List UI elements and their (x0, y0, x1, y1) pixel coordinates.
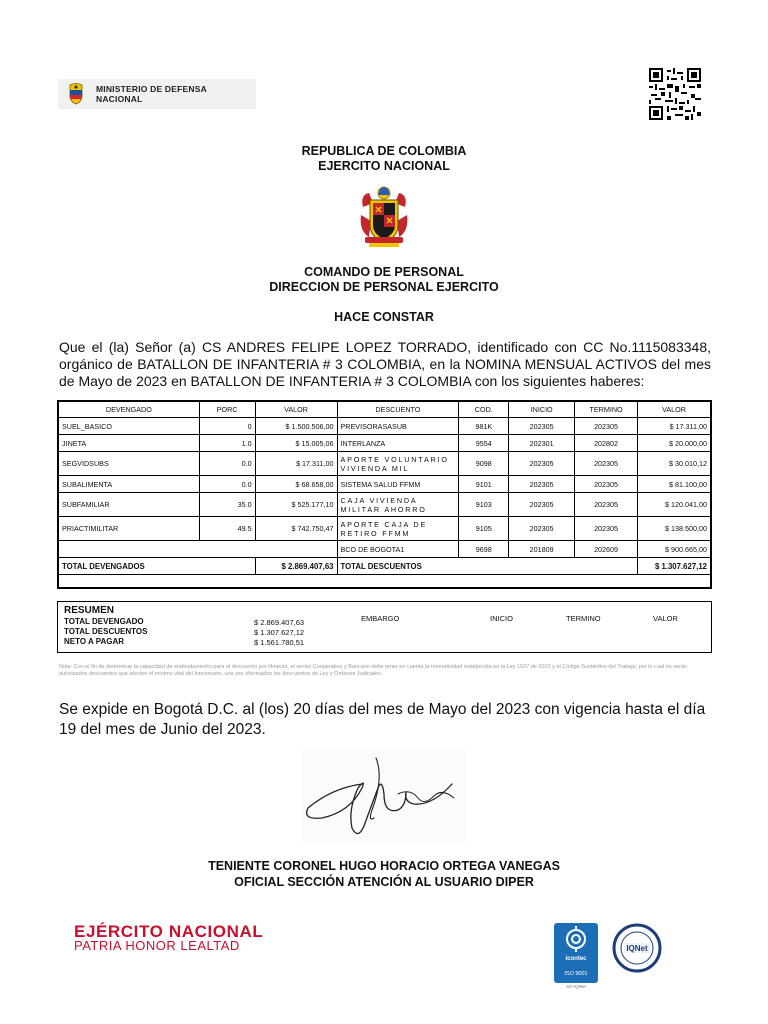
command-title: COMANDO DE PERSONAL (304, 265, 464, 279)
resumen-box (57, 601, 712, 653)
col-valor-descuento: VALOR (638, 402, 711, 418)
cell-descuento: BCO DE BOGOTA1 (337, 541, 459, 558)
table-row (59, 493, 711, 517)
col-cod: COD. (459, 402, 509, 418)
cell-valor: $ 742.750,47 (255, 517, 337, 541)
cell-valor: $ 1.500.506,00 (255, 418, 337, 435)
resumen-neto-value: $ 1.561.780,51 (254, 638, 305, 647)
cell-valor-descuento: $ 20.000,00 (638, 435, 711, 452)
cell-termino: 202802 (575, 435, 638, 452)
cell-porc: 0.0 (199, 452, 255, 476)
resumen-neto-label: NETO A PAGAR (64, 637, 125, 646)
signer-position: OFICIAL SECCIÓN ATENCIÓN AL USUARIO DIPER (234, 875, 534, 889)
col-inicio: INICIO (509, 402, 575, 418)
cell-porc: 0 (199, 418, 255, 435)
table-row (59, 452, 711, 476)
cell-porc: 1.0 (199, 435, 255, 452)
total-descuentos-label: TOTAL DESCUENTOS (337, 558, 638, 575)
resumen-total-descuentos-value: $ 1.307.627,12 (254, 628, 305, 637)
cell-cod: 9105 (459, 517, 509, 541)
icontec-label: icontec (565, 956, 587, 962)
cell-valor: $ 15.005,06 (255, 435, 337, 452)
colombia-seal-icon (64, 82, 88, 106)
army-crest-icon (357, 185, 411, 247)
signer-name: TENIENTE CORONEL HUGO HORACIO ORTEGA VANEGAS (208, 859, 560, 873)
iqnet-label: IQNet (626, 944, 648, 953)
resumen-title: RESUMEN (64, 605, 115, 616)
cell-valor-descuento: $ 81.100,00 (638, 476, 711, 493)
resumen-col-embargo: EMBARGO (361, 614, 400, 623)
table-row (59, 418, 711, 435)
cell-descuento: CAJA VIVIENDA MILITAR AHORRO (337, 493, 459, 517)
table-totals-row (59, 558, 711, 575)
iqnet-logo-icon (612, 923, 662, 973)
cell-cod: 9698 (459, 541, 509, 558)
cell-descuento: APORTE CAJA DE RETIRO FFMM (337, 517, 459, 541)
col-porc: PORC (199, 402, 255, 418)
cell-devengado: PRIACTIMILITAR (59, 517, 200, 541)
cell-termino: 202305 (575, 476, 638, 493)
direction-title: DIRECCION DE PERSONAL EJERCITO (269, 280, 499, 294)
cell-inicio: 201809 (509, 541, 575, 558)
cell-termino: 202305 (575, 493, 638, 517)
total-devengado-label: TOTAL DEVENGADOS (59, 558, 256, 575)
cell-porc: 0.0 (199, 476, 255, 493)
ministry-name-line1: MINISTERIO DE DEFENSA (96, 84, 207, 94)
icontec-logo-icon (554, 923, 598, 983)
ministry-logo (58, 79, 256, 109)
cert-code: SC-IQNet (566, 984, 586, 989)
legal-note: Nota: Con el fin de determinar la capacidad de endeudamiento para el descuento por libranza, el sector Cooperativo y Bancario debe tener en cuenta la normatividad establecida en la Ley 1527 de 2012 y el Código Sustantivo del Trabajo, por lo cual no serán autorizados descuentos que afecten el mínimo vital del funcionario, una vez efectuados los descuentos de Ley y Órdenes Judiciales. (59, 664, 688, 677)
cell-valor: $ 525.177,10 (255, 493, 337, 517)
cell-termino: 202305 (575, 452, 638, 476)
col-termino: TERMINO (575, 402, 638, 418)
resumen-col-inicio: INICIO (490, 614, 513, 623)
cell-inicio: 202301 (509, 435, 575, 452)
total-devengado-value: $ 2.869.407,63 (255, 558, 337, 575)
resumen-total-devengado-value: $ 2.869.407,63 (254, 618, 305, 627)
col-devengado: DEVENGADO (59, 402, 200, 418)
cell-inicio: 202305 (509, 476, 575, 493)
cell-termino: 202609 (575, 541, 638, 558)
hace-constar-title: HACE CONSTAR (334, 310, 434, 324)
payroll-table (58, 401, 711, 575)
footer-motto: PATRIA HONOR LEALTAD (74, 938, 240, 953)
signature-box (302, 748, 466, 844)
resumen-total-devengado-label: TOTAL DEVENGADO (64, 617, 144, 626)
cell-empty (59, 541, 338, 558)
cell-cod: 9103 (459, 493, 509, 517)
cell-valor-descuento: $ 30.010,12 (638, 452, 711, 476)
cell-devengado: SUBALIMENTA (59, 476, 200, 493)
total-descuentos-value: $ 1.307.627,12 (638, 558, 711, 575)
resumen-total-descuentos-label: TOTAL DESCUENTOS (64, 627, 148, 636)
cell-valor-descuento: $ 900.665,00 (638, 541, 711, 558)
table-row (59, 435, 711, 452)
ministry-name-line2: NACIONAL (96, 94, 143, 104)
cell-inicio: 202305 (509, 418, 575, 435)
republic-title: REPUBLICA DE COLOMBIA (301, 144, 467, 158)
resumen-col-termino: TERMINO (566, 614, 601, 623)
cell-valor: $ 17.311,00 (255, 452, 337, 476)
cell-inicio: 202305 (509, 517, 575, 541)
cell-valor-descuento: $ 138.500,00 (638, 517, 711, 541)
table-header-row (59, 402, 711, 418)
table-row (59, 517, 711, 541)
cell-cod: 981K (459, 418, 509, 435)
cell-descuento: INTERLANZA (337, 435, 459, 452)
cell-descuento: SISTEMA SALUD FFMM (337, 476, 459, 493)
issue-statement: Se expide en Bogotá D.C. al (los) 20 días del mes de Mayo del 2023 con vigencia hasta el día 19 del mes de Junio del 2023. (59, 701, 706, 738)
iso-label: ISO 9001 (564, 971, 588, 977)
army-title: EJERCITO NACIONAL (318, 159, 450, 173)
footer-army-name: EJÉRCITO NACIONAL (74, 922, 264, 941)
cell-inicio: 202305 (509, 493, 575, 517)
cell-descuento: PREVISORASASUB (337, 418, 459, 435)
resumen-col-valor: VALOR (653, 614, 678, 623)
cell-devengado: SUBFAMILIAR (59, 493, 200, 517)
table-row (59, 541, 711, 558)
cell-porc: 49.5 (199, 517, 255, 541)
cell-devengado: SUEL_BASICO (59, 418, 200, 435)
cell-descuento: APORTE VOLUNTARIO VIVIENDA MIL (337, 452, 459, 476)
signature-icon (302, 748, 466, 844)
cell-valor-descuento: $ 120.041,00 (638, 493, 711, 517)
body-paragraph: Que el (la) Señor (a) CS ANDRES FELIPE LOPEZ TORRADO, identificado con CC No.1115083348, orgánico de BATALLON DE INFANTERIA # 3 COLOMBIA, en la NOMINA MENSUAL ACTIVOS del mes de Mayo de 2023 en BATALLON DE INFANTERIA # 3 COLOMBIA con los siguientes haberes: (59, 339, 711, 389)
cell-termino: 202305 (575, 418, 638, 435)
icontec-symbol-icon (554, 923, 598, 955)
cell-termino: 202305 (575, 517, 638, 541)
cell-cod: 9554 (459, 435, 509, 452)
cell-cod: 9098 (459, 452, 509, 476)
cell-valor-descuento: $ 17.311,00 (638, 418, 711, 435)
col-descuento: DESCUENTO (337, 402, 459, 418)
cell-devengado: SEGVIDSUBS (59, 452, 200, 476)
col-valor-devengado: VALOR (255, 402, 337, 418)
cell-cod: 9101 (459, 476, 509, 493)
table-row (59, 476, 711, 493)
cell-devengado: JINETA (59, 435, 200, 452)
qr-code-icon (649, 68, 701, 120)
cell-inicio: 202305 (509, 452, 575, 476)
cell-porc: 35.0 (199, 493, 255, 517)
cell-valor: $ 68.658,00 (255, 476, 337, 493)
